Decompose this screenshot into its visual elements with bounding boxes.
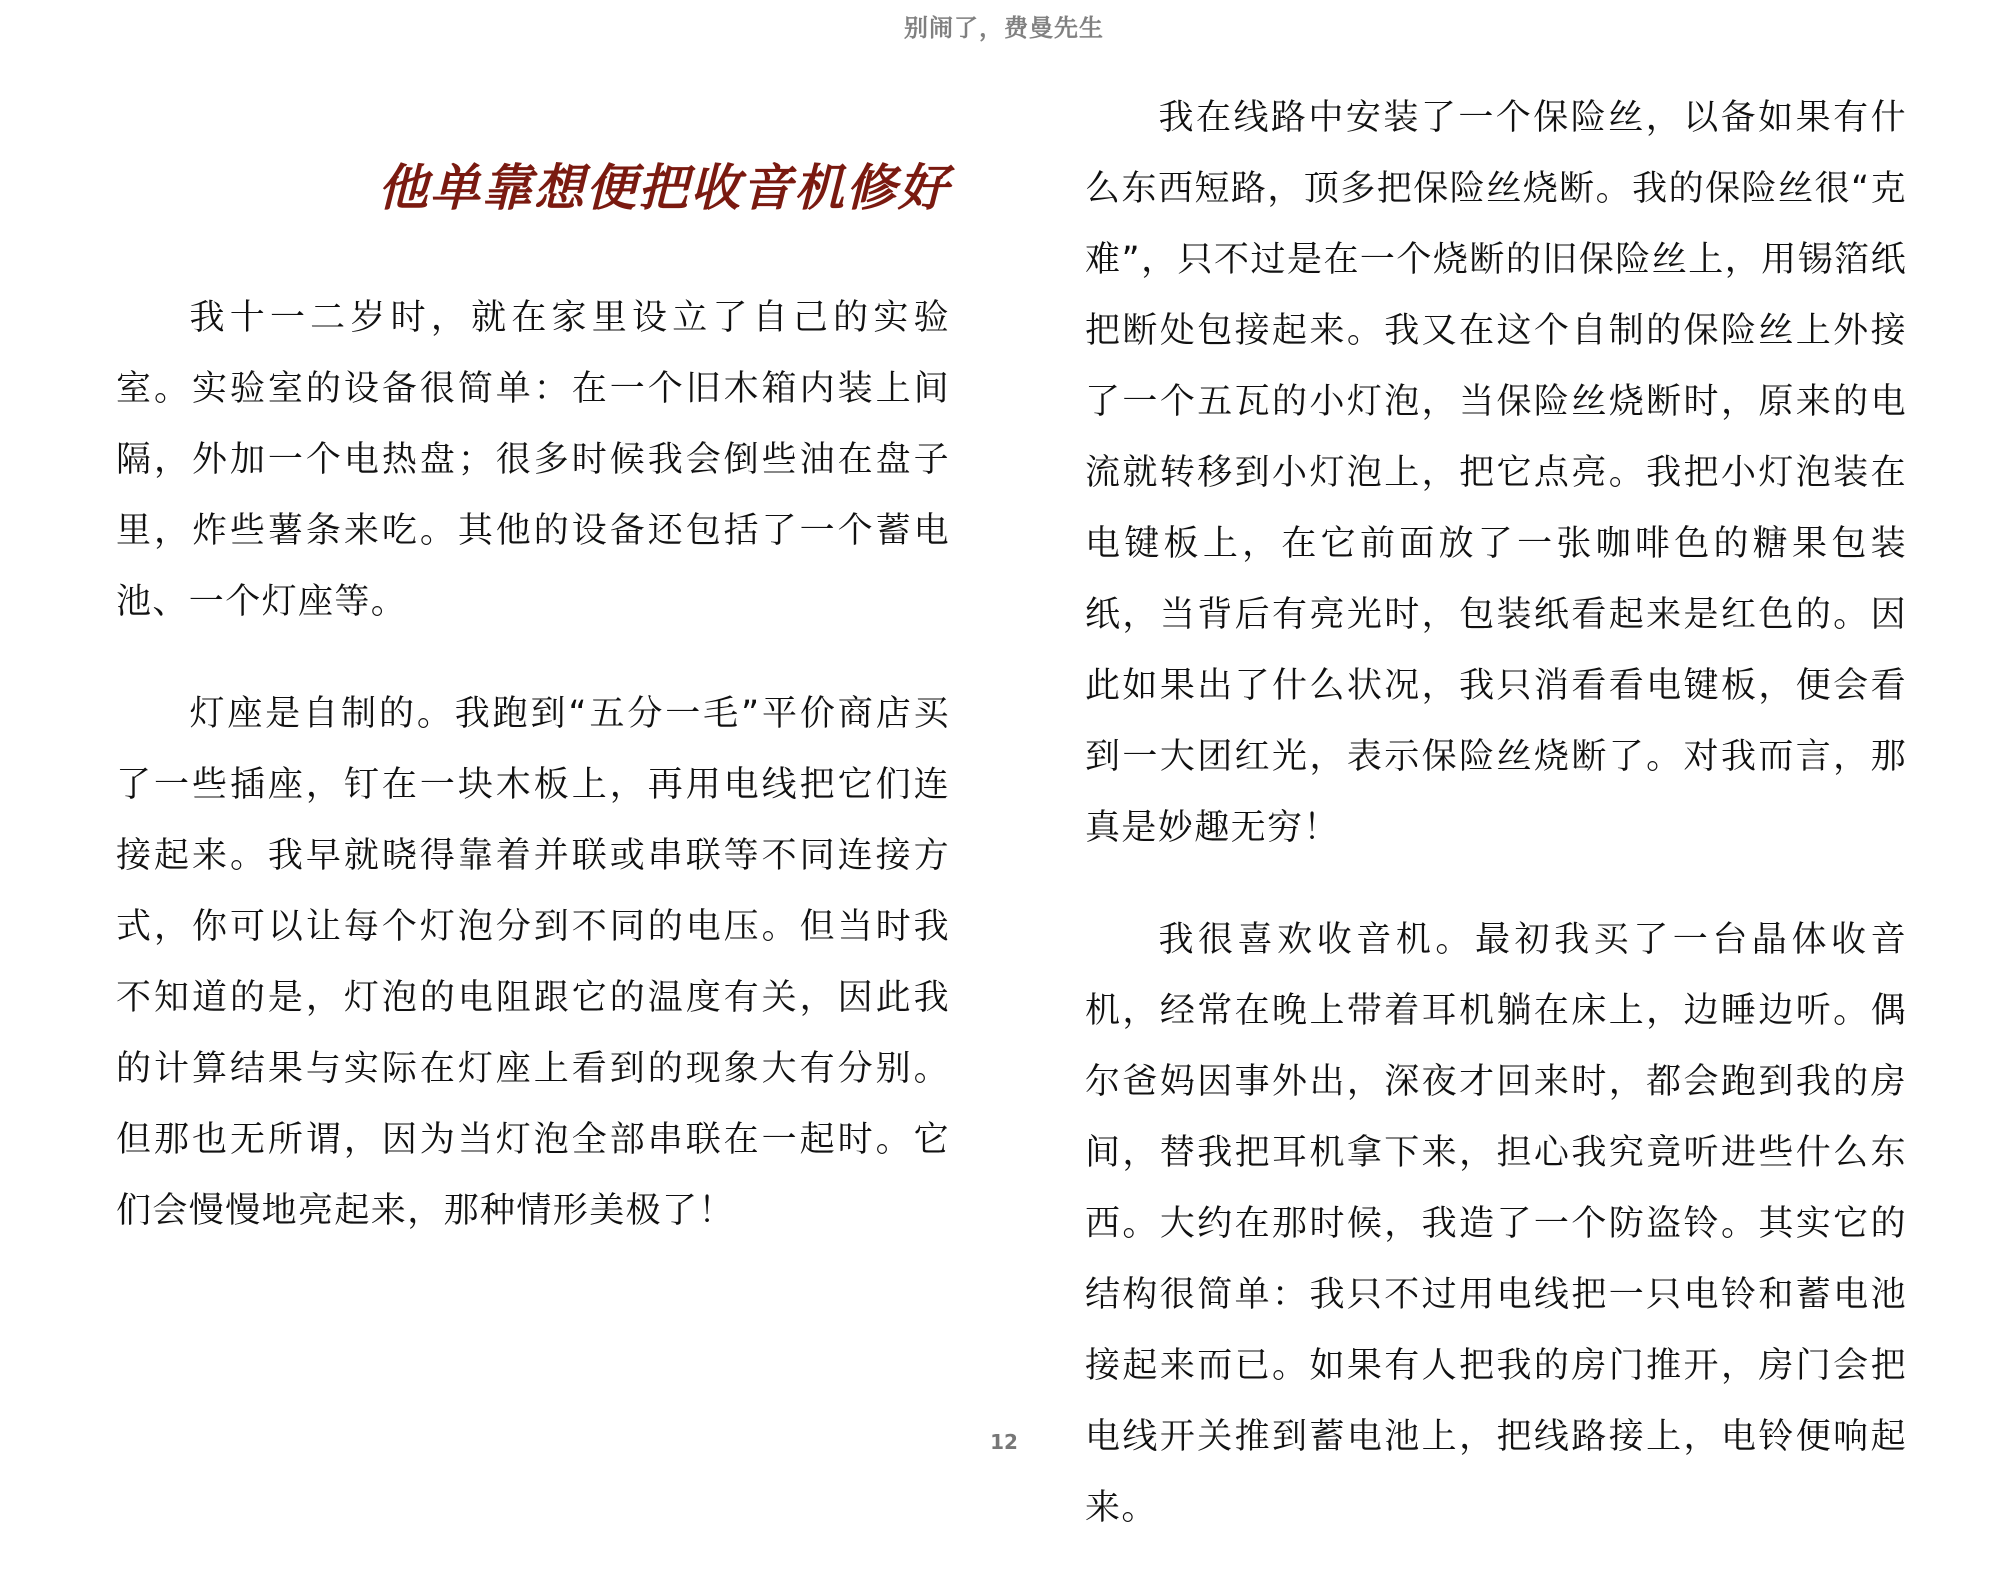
- chapter-title: 他单靠想便把收音机修好: [378, 159, 950, 217]
- running-header-book-title: 别闹了，费曼先生: [904, 14, 1104, 42]
- paragraph: 我很喜欢收音机。最初我买了一台晶体收音机，经常在晚上带着耳机躺在床上，边睡边听。偶尔爸妈因事外出，深夜才回来时，都会跑到我的房间，替我把耳机拿下来，担心我究竟听进些什么东西。大约在那时候，我造了一个防盗铃。其实它的结构很简单：我只不过用电线把一只电铃和蓄电池接起来而已。如果有人把我的房门推开，房门会把电线开关推到蓄电池上，把线路接上，电铃便响起来。: [1085, 920, 1907, 1528]
- left-column: [116, 150, 950, 1288]
- paragraph: 灯座是自制的。我跑到“五分一毛”平价商店买了一些插座，钉在一块木板上，再用电线把它们连接起来。我早就晓得靠着并联或串联等不同连接方式，你可以让每个灯泡分到不同的电压。但当时我不知道的是，灯泡的电阻跟它的温度有关，因此我的计算结果与实际在灯座上看到的现象大有分别。但那也无所谓，因为当灯泡全部串联在一起时。它们会慢慢地亮起来，那种情形美极了！: [116, 694, 950, 1231]
- right-column: [1085, 83, 1907, 1585]
- page-number: 12: [990, 1430, 1018, 1454]
- paragraph: 我在线路中安装了一个保险丝，以备如果有什么东西短路，顶多把保险丝烧断。我的保险丝很“克难”，只不过是在一个烧断的旧保险丝上，用锡箔纸把断处包接起来。我又在这个自制的保险丝上外接了一个五瓦的小灯泡，当保险丝烧断时，原来的电流就转移到小灯泡上，把它点亮。我把小灯泡装在电键板上，在它前面放了一张咖啡色的糖果包装纸，当背后有亮光时，包装纸看起来是红色的。因此如果出了什么状况，我只消看看电键板，便会看到一大团红光，表示保险丝烧断了。对我而言，那真是妙趣无穷！: [1085, 98, 1907, 848]
- paragraph: 我十一二岁时，就在家里设立了自己的实验室。实验室的设备很简单：在一个旧木箱内装上间隔，外加一个电热盘；很多时候我会倒些油在盘子里，炸些薯条来吃。其他的设备还包括了一个蓄电池、一个灯座等。: [116, 298, 950, 622]
